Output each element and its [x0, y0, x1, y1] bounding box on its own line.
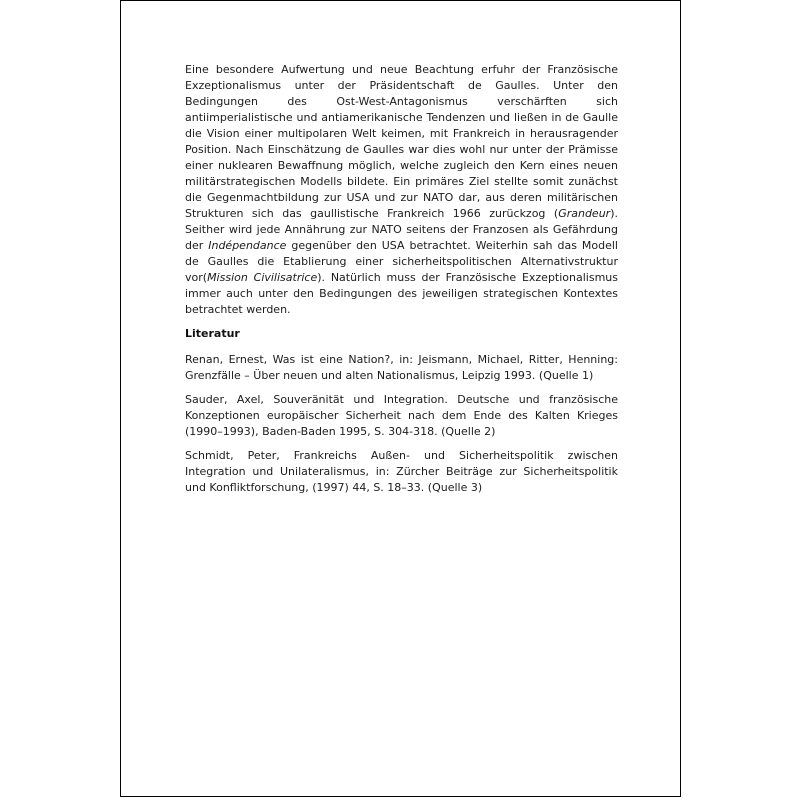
text-segment: Eine besondere Aufwertung und neue Beachtung erfuhr der Französische Exzeptionalismus unter der Präsidentschaft de Gaulles. Unter den Bedingungen des Ost-West-Antagonismus verschärften sich antiimperialistische und antiamerikanische Tendenzen und ließen in de Gaulle die Vision einer multipolaren Welt keimen, mit Frankreich in herausragender Position. Nach Einschätzung de Gaulles war dies wohl nur unter der Prämisse einer nuklearen Bewaffnung möglich, welche zugleich den Kern eines neuen militärstrategischen Modells bildete. Ein primäres Ziel stellte somit zunächst die Gegenmachtbildung zur USA und zur NATO dar, aus deren militärischen Strukturen sich das gaullistische Frankreich 1966 zurückzog ( [185, 63, 618, 220]
document-page [120, 0, 681, 797]
body-paragraph [185, 62, 618, 318]
literature-entry: Renan, Ernest, Was ist eine Nation?, in: Jeismann, Michael, Ritter, Henning: Grenzfälle – Über neuen und alten Nationalismus, Leipzig 1993. (Quelle 1) [185, 353, 618, 382]
literature-entry: Sauder, Axel, Souveränität und Integration. Deutsche und französische Konzeptionen europäischer Sicherheit nach dem Ende des Kalten Krieges (1990–1993), Baden-Baden 1995, S. 304-318. (Quelle 2) [185, 393, 618, 438]
text-segment: ). Seither wird jede Annährung zur NATO seitens der Franzosen als Gefährdung der [185, 207, 618, 252]
literature-entry: Schmidt, Peter, Frankreichs Außen- und Sicherheitspolitik zwischen Integration und Unilateralismus, in: Zürcher Beiträge zur Sicherheitspolitik und Konfliktforschung, (1997) 44, S. 18–33. (Quelle 3) [185, 449, 618, 494]
literature-heading: Literatur [185, 327, 240, 340]
italic-text-segment: Indépendance [208, 239, 287, 252]
text-segment: ). Natürlich muss der Französische Exzeptionalismus immer auch unter den Bedingungen des jeweiligen strategischen Kontextes betrachtet werden. [185, 271, 618, 316]
text-segment: gegenüber den USA betrachtet. Weiterhin sah das Modell de Gaulles die Etablierung einer sicherheitspolitischen Alternativstruktur vor( [185, 239, 618, 284]
italic-text-segment: Grandeur [558, 207, 611, 220]
text-block [185, 62, 618, 504]
literature-list [185, 352, 618, 496]
italic-text-segment: Mission Civilisatrice [207, 271, 318, 284]
